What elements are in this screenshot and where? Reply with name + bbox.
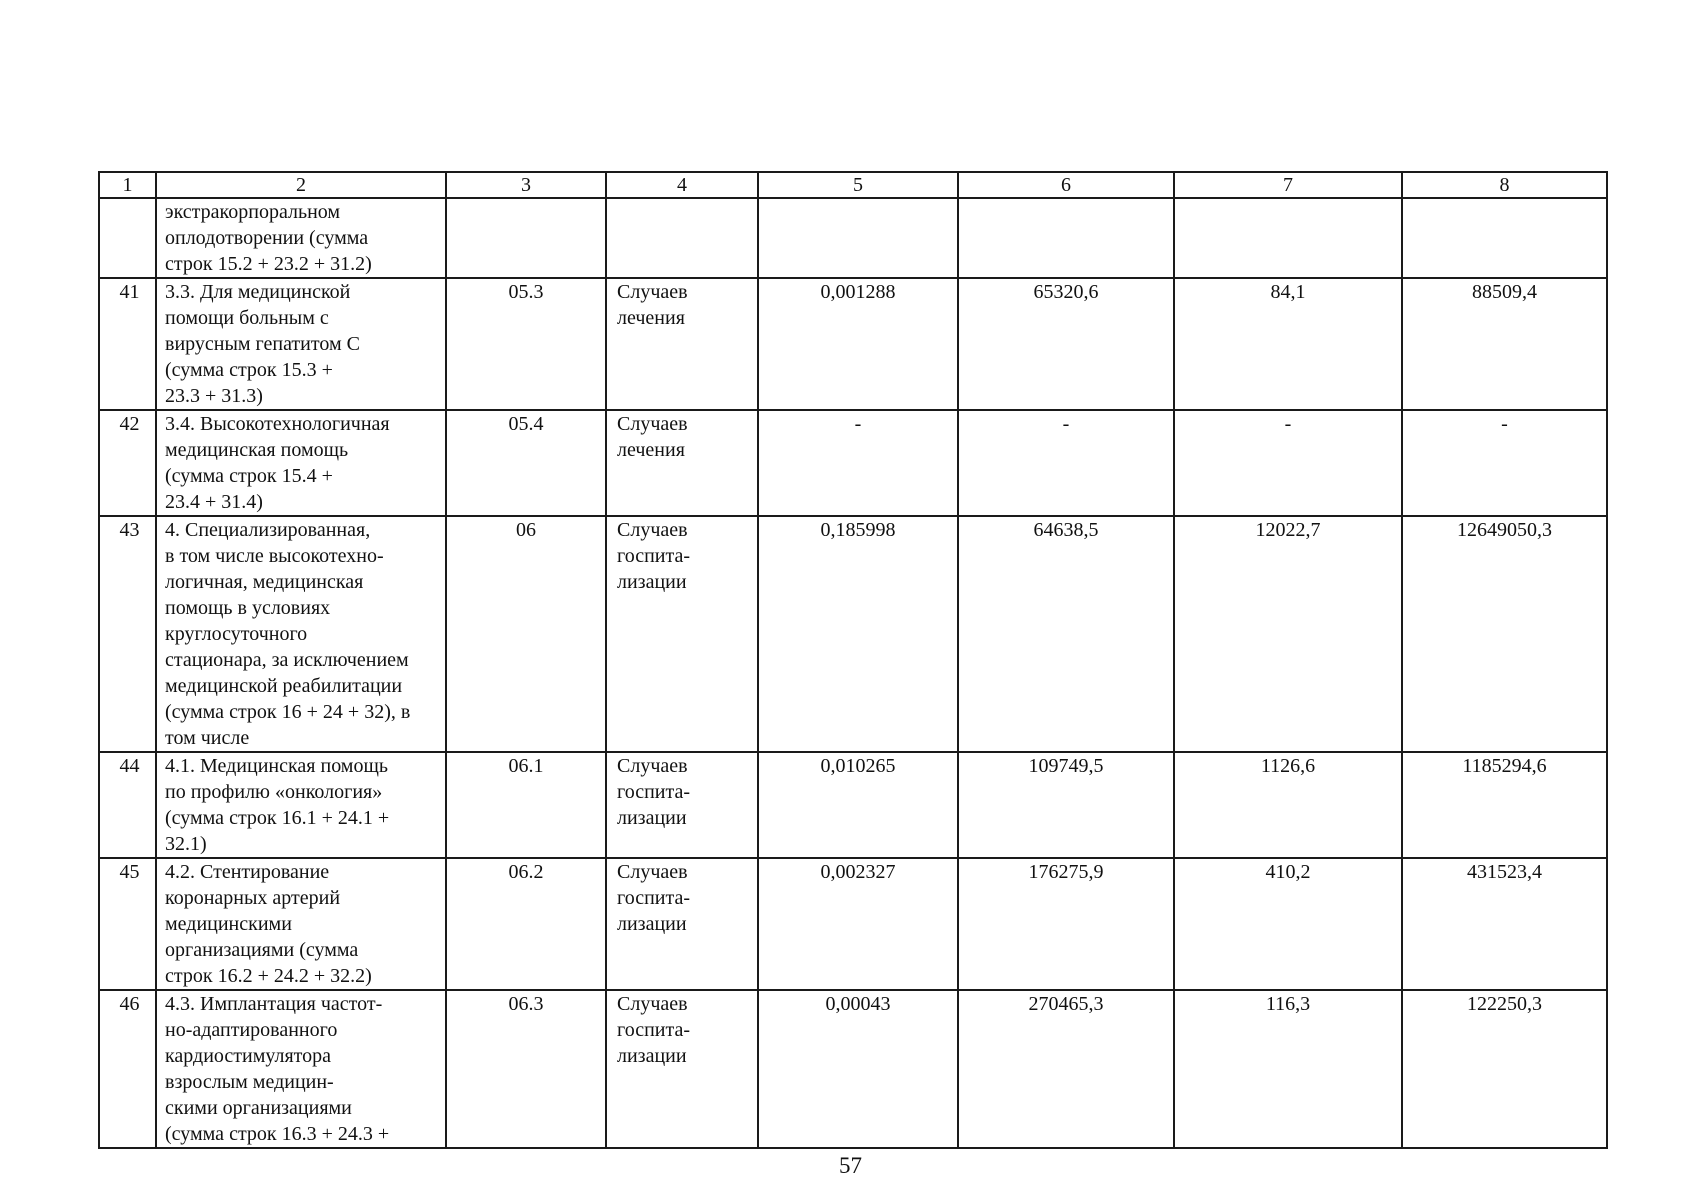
column-header: 4 (606, 172, 758, 198)
row-value: - (758, 410, 958, 516)
row-value: 1185294,6 (1402, 752, 1607, 858)
row-code: 06.2 (446, 858, 606, 990)
row-unit: Случаев лечения (606, 410, 758, 516)
row-value: 12649050,3 (1402, 516, 1607, 752)
row-number: 46 (99, 990, 156, 1148)
row-value (1174, 198, 1402, 278)
row-unit: Случаев госпита- лизации (606, 990, 758, 1148)
row-value (1402, 198, 1607, 278)
row-code: 06 (446, 516, 606, 752)
row-name: 4.1. Медицинская помощь по профилю «онкология» (сумма строк 16.1 + 24.1 + 32.1) (156, 752, 446, 858)
row-name: экстракорпоральном оплодотворении (сумма строк 15.2 + 23.2 + 31.2) (156, 198, 446, 278)
row-value: 431523,4 (1402, 858, 1607, 990)
header-row (99, 172, 1607, 198)
column-header: 5 (758, 172, 958, 198)
table-row (99, 752, 1607, 858)
row-value (758, 198, 958, 278)
row-value: 0,010265 (758, 752, 958, 858)
row-value: 270465,3 (958, 990, 1174, 1148)
column-header: 3 (446, 172, 606, 198)
row-number: 44 (99, 752, 156, 858)
row-code: 06.3 (446, 990, 606, 1148)
row-number: 43 (99, 516, 156, 752)
row-value: 64638,5 (958, 516, 1174, 752)
row-unit: Случаев госпита- лизации (606, 516, 758, 752)
table-header (99, 172, 1607, 198)
row-value: 176275,9 (958, 858, 1174, 990)
data-table (98, 171, 1608, 1149)
row-number: 42 (99, 410, 156, 516)
table-row (99, 858, 1607, 990)
row-value: 0,185998 (758, 516, 958, 752)
table-row (99, 410, 1607, 516)
column-header: 1 (99, 172, 156, 198)
row-code (446, 198, 606, 278)
row-value: 0,002327 (758, 858, 958, 990)
row-name: 3.3. Для медицинской помощи больным с вирусным гепатитом С (сумма строк 15.3 + 23.3 + 31.3) (156, 278, 446, 410)
row-name: 4. Специализированная, в том числе высокотехно- логичная, медицинская помощь в условиях круглосуточного стационара, за исключением медицинской реабилитации (сумма строк 16 + 24 + 32), в том числе (156, 516, 446, 752)
row-name: 3.4. Высокотехнологичная медицинская помощь (сумма строк 15.4 + 23.4 + 31.4) (156, 410, 446, 516)
row-value: 116,3 (1174, 990, 1402, 1148)
row-value (958, 198, 1174, 278)
column-header: 2 (156, 172, 446, 198)
row-value: 84,1 (1174, 278, 1402, 410)
row-value: 12022,7 (1174, 516, 1402, 752)
column-header: 6 (958, 172, 1174, 198)
row-name: 4.2. Стентирование коронарных артерий медицинскими организациями (сумма строк 16.2 + 24.2 + 32.2) (156, 858, 446, 990)
row-value: - (1402, 410, 1607, 516)
table-body (99, 198, 1607, 1148)
table-row (99, 990, 1607, 1148)
row-name: 4.3. Имплантация частот- но-адаптированного кардиостимулятора взрослым медицин- скими организациями (сумма строк 16.3 + 24.3 + (156, 990, 446, 1148)
row-value: 1126,6 (1174, 752, 1402, 858)
row-value: - (958, 410, 1174, 516)
row-value: 0,00043 (758, 990, 958, 1148)
table-row (99, 198, 1607, 278)
row-unit: Случаев госпита- лизации (606, 752, 758, 858)
row-code: 05.4 (446, 410, 606, 516)
table-row (99, 278, 1607, 410)
page-number: 57 (839, 1153, 862, 1178)
row-unit: Случаев лечения (606, 278, 758, 410)
row-value: 88509,4 (1402, 278, 1607, 410)
column-header: 7 (1174, 172, 1402, 198)
row-value: 65320,6 (958, 278, 1174, 410)
row-unit (606, 198, 758, 278)
row-value: 410,2 (1174, 858, 1402, 990)
table-row (99, 516, 1607, 752)
row-value: 122250,3 (1402, 990, 1607, 1148)
row-unit: Случаев госпита- лизации (606, 858, 758, 990)
row-number: 41 (99, 278, 156, 410)
row-value: - (1174, 410, 1402, 516)
row-code: 05.3 (446, 278, 606, 410)
column-header: 8 (1402, 172, 1607, 198)
row-value: 109749,5 (958, 752, 1174, 858)
row-number (99, 198, 156, 278)
row-value: 0,001288 (758, 278, 958, 410)
row-code: 06.1 (446, 752, 606, 858)
row-number: 45 (99, 858, 156, 990)
